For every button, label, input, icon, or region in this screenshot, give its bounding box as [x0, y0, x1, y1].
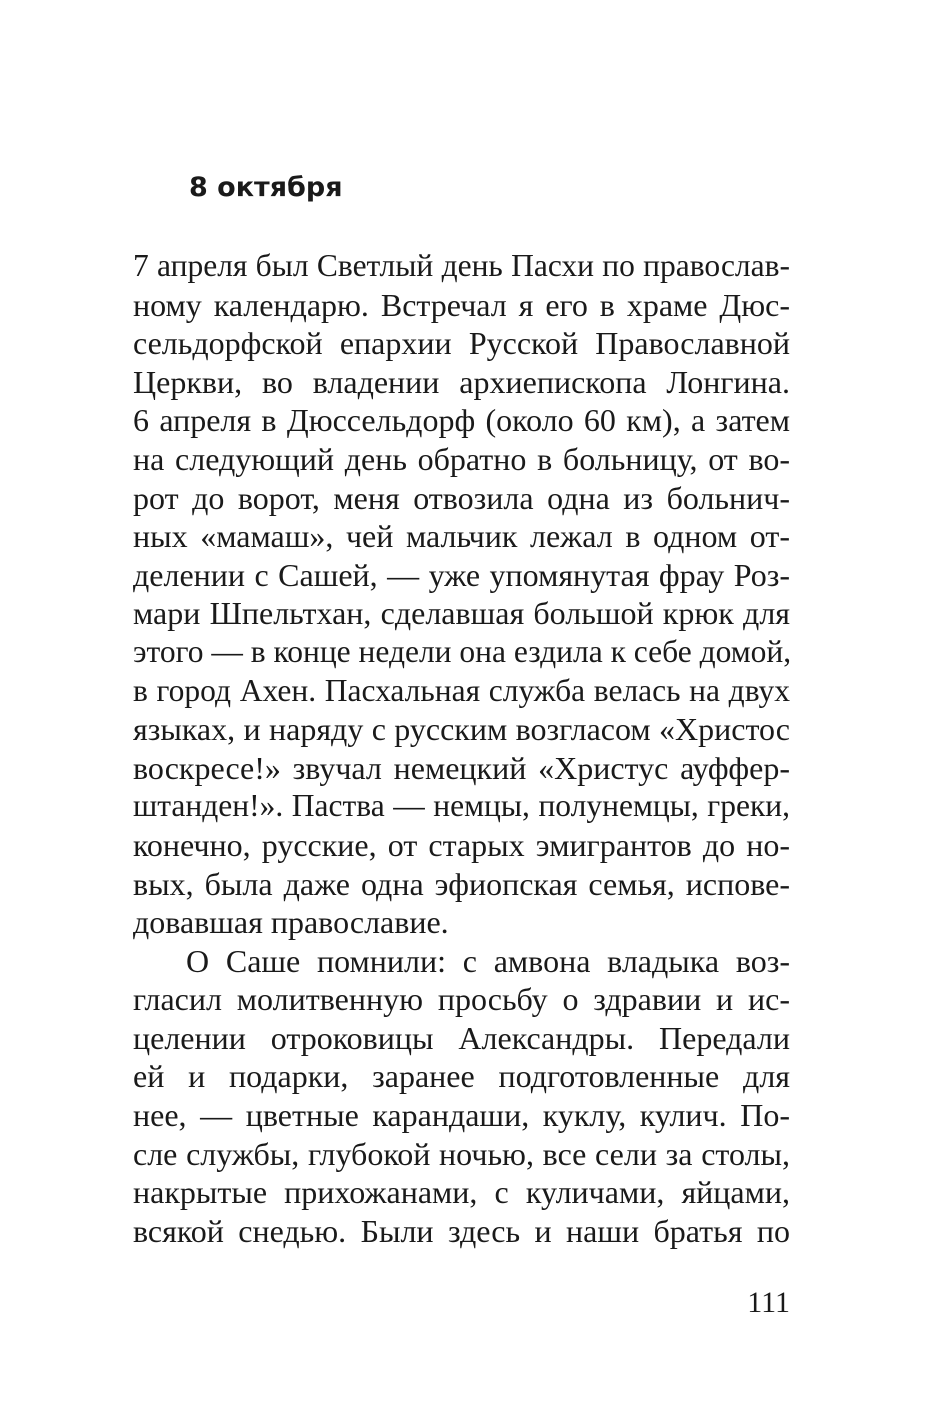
paragraph-1: [133, 247, 790, 942]
text-line: гласил молитвенную просьбу о здравии и ис-: [133, 981, 790, 1018]
text-line: довавшая православие.: [133, 904, 449, 941]
text-line: накрытые прихожанами, с куличами, яйцами,: [133, 1174, 790, 1211]
text-line: Церкви, во владении архиепископа Лонгина.: [133, 363, 790, 400]
text-line: в город Ахен. Пасхальная служба велась на двух: [133, 672, 790, 708]
body-text: [133, 247, 790, 1250]
text-line: делении с Сашей, — уже упомянутая фрау Роз-: [133, 556, 790, 593]
text-line: на следующий день обратно в больницу, от во-: [133, 440, 790, 477]
text-line: ных «мамаш», чей мальчик лежал в одном от-: [133, 518, 790, 555]
text-line: рот до ворот, меня отвозила одна из больнич-: [133, 479, 790, 516]
text-line: всякой снедью. Были здесь и наши братья по: [133, 1212, 790, 1249]
text-line: сельдорфской епархии Русской Православной: [133, 325, 790, 362]
text-line: этого — в конце недели она ездила к себе домой,: [133, 633, 792, 669]
section-heading: 8 октября: [189, 172, 343, 203]
text-line: сле службы, глубокой ночью, все сели за столы,: [133, 1135, 790, 1172]
text-line: нее, — цветные карандаши, куклу, кулич. По-: [133, 1097, 790, 1134]
text-line: конечно, русские, от старых эмигрантов до но-: [133, 826, 790, 863]
text-line: штанден!». Паства — немцы, полунемцы, греки,: [133, 788, 790, 824]
paragraph-2: [133, 942, 790, 1251]
page-number: 111: [747, 1286, 790, 1319]
text-line: 6 апреля в Дюссельдорф (около 60 км), а затем: [133, 402, 790, 439]
text-line: 7 апреля был Светлый день Пасхи по православ-: [133, 248, 790, 283]
text-line: ному календарю. Встречал я его в храме Дюс-: [133, 286, 790, 323]
text-line: воскресе!» звучал немецкий «Христус ауффер-: [133, 749, 790, 786]
text-line: языках, и наряду с русским возгласом «Христос: [133, 711, 790, 748]
text-line: целении отроковицы Александры. Передали: [133, 1019, 790, 1056]
text-line: вых, была даже одна эфиопская семья, испове-: [133, 865, 790, 902]
text-line: ей и подарки, заранее подготовленные для: [133, 1058, 790, 1095]
text-line: О Саше помнили: с амвона владыка воз-: [186, 942, 790, 979]
text-line: мари Шпельтхан, сделавшая большой крюк для: [133, 595, 790, 632]
